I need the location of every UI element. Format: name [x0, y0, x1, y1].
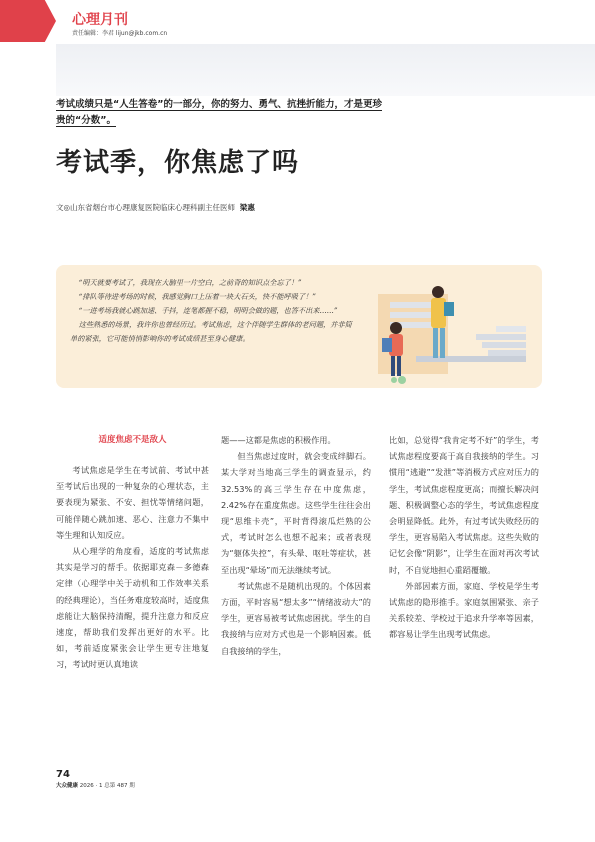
issue-info	[56, 781, 135, 789]
body-paragraph: 题——这都是焦虑的积极作用。	[221, 435, 336, 445]
issue-number: 2026 · 1 总第 487 期	[79, 783, 135, 789]
section-heading: 适度焦虑不是敌人	[98, 435, 167, 445]
body-column-3	[389, 432, 539, 643]
byline-prefix: 文◎山东省烟台市心理康复医院临床心理科副主任医师	[56, 203, 236, 212]
body-paragraph: 从心理学的角度看，适度的考试焦虑其实是学习的帮手。依据耶克森－多德森定律（心理学中关于动机和工作效率关系的经典理论），当任务难度较高时，适度焦虑能让大脑保持清醒，提升注意力和反应速度，帮助我们发挥出更好的水平。比如，考前适度紧张会让学生更专注地复习，考试时更认真地读	[56, 546, 209, 670]
quote-paragraph: “一进考场我就心跳加速、手抖，连笔都握不稳，明明会做的题，也答不出来……”	[78, 306, 338, 315]
header-band	[56, 44, 595, 96]
quote-paragraph: “排队等待进考场的时候，我感觉胸口上压着一块大石头，快不能呼吸了！”	[78, 292, 316, 301]
body-paragraph: 考试焦虑是学生在考试前、考试中甚至考试后出现的一种复杂的心理状态，主要表现为紧张、不安、担忧等情绪问题，可能伴随心跳加速、恶心、注意力不集中等生理和认知反应。	[56, 465, 209, 540]
quote-paragraph: “明天就要考试了，我现在大脑里一片空白，之前背的知识点全忘了！”	[78, 278, 302, 287]
quote-text	[70, 276, 352, 346]
section-title: 心理月刊	[72, 12, 128, 28]
body-paragraph: 比如，总觉得“我肯定考不好”的学生，考试焦虑程度要高于高自我接纳的学生。习惯用“逃避”“发泄”等消极方式应对压力的学生，考试焦虑程度更高；而擅长解决问题、积极调整心态的学生，考试焦虑程度会明显降低。此外，有过考试失败经历的学生，更容易陷入考试焦虑。这些失败的记忆会像“阴影”，让学生在面对再次考试时，不自觉地担心重蹈覆辙。	[389, 435, 539, 575]
body-paragraph: 但当焦虑过度时，就会变成绊脚石。某大学对当地高三学生的调查显示，约32.53%的高三学生存在中度焦虑，2.42%存在重度焦虑。这些学生往往会出现“思维卡壳”，平时背得滚瓜烂熟的公式，考试时怎么也想不起来；或者表现为“躯体失控”，有头晕、呕吐等症状，甚至出现“晕场”而无法继续考试。	[221, 451, 371, 575]
page-number: 74	[56, 769, 70, 780]
article-subhead-text: 考试成绩只是“人生答卷”的一部分，你的努力、勇气、抗挫折能力，才是更珍贵的“分数”。	[56, 99, 382, 126]
section-banner	[0, 0, 56, 42]
students-illustration	[372, 276, 532, 386]
body-paragraph: 外部因素方面，家庭、学校是学生考试焦虑的隐形推手。家庭氛围紧张、亲子关系较差、学校过于追求升学率等因素，都容易让学生出现考试焦虑。	[389, 580, 539, 640]
editor-credit: 责任编辑：李君 lijun@jkb.com.cn	[72, 30, 168, 37]
body-paragraph: 考试焦虑不是随机出现的。个体因素方面，平时容易“想太多”“情绪波动大”的学生，更容易被考试焦虑困扰。学生的自我接纳与应对方式也是一个影响因素。低自我接纳的学生，	[221, 580, 371, 656]
magazine-name: 大众健康	[56, 783, 79, 789]
body-column-1	[56, 462, 209, 673]
article-title: 考试季，你焦虑了吗	[56, 148, 300, 178]
quote-paragraph: 这些熟悉的场景，我许你也曾经历过。考试焦虑，这个伴随学生群体的老问题，并非简单的紧张，它可能悄悄影响你的考试成绩甚至身心健康。	[70, 320, 352, 343]
byline	[56, 202, 255, 213]
article-subhead	[56, 97, 386, 129]
byline-author: 梁惠	[239, 203, 255, 212]
plant-icon	[398, 376, 406, 384]
body-column-2	[221, 432, 371, 659]
